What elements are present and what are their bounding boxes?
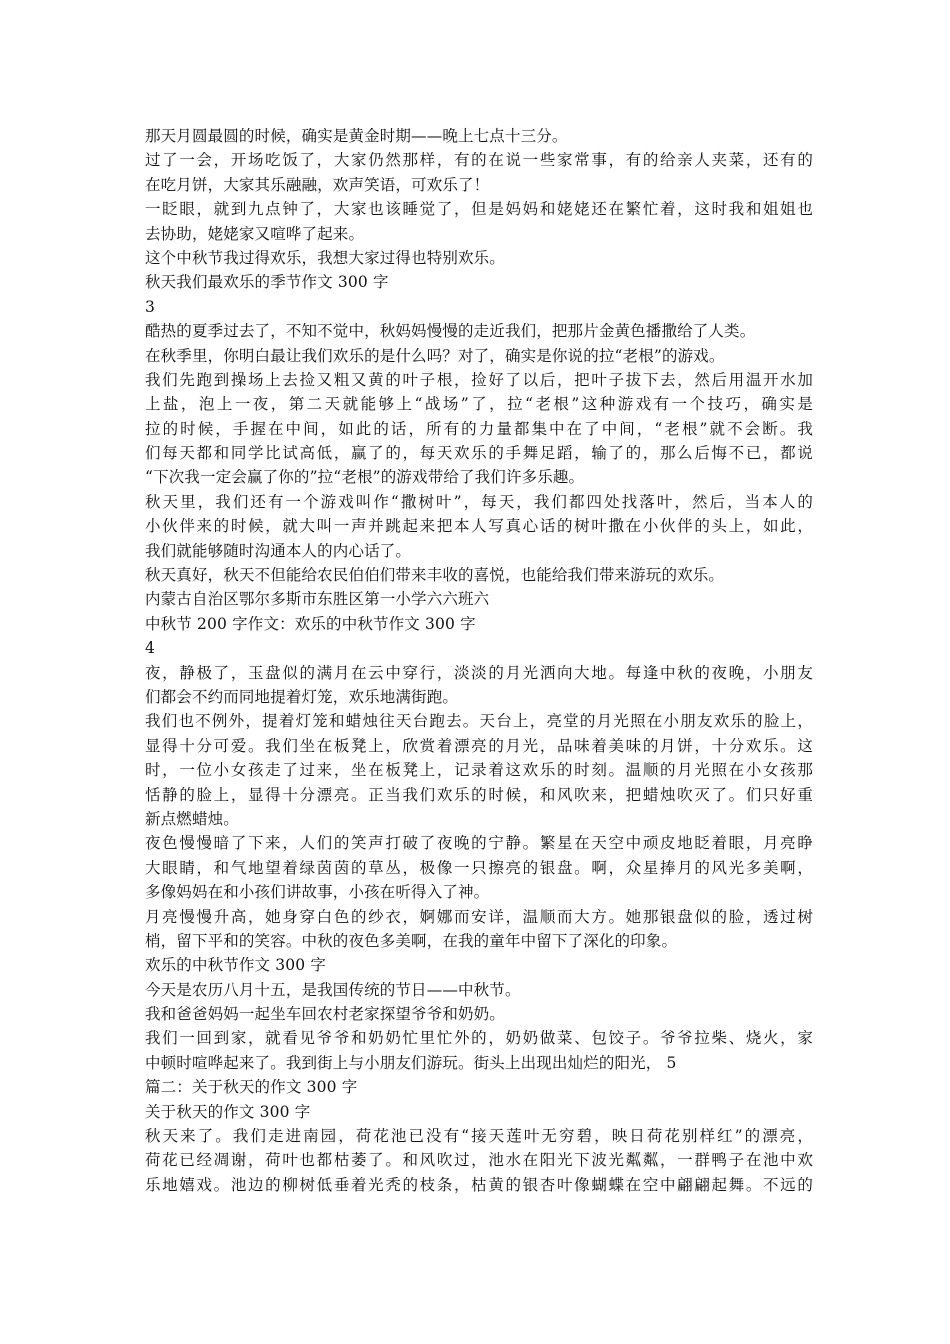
text-line: 中顿时喧哗起来了。我到街上与小朋友们游玩。街头上出现出灿烂的阳光， 5	[145, 1053, 677, 1072]
text-line: 内蒙古自治区鄂尔多斯市东胜区第一小学六六班六	[145, 590, 490, 609]
text-line: 我们也不例外，提着灯笼和蜡烛往天台跑去。天台上，亮堂的月光照在小朋友欢乐的脸上，	[145, 712, 813, 731]
text-line: 夜色慢慢暗了下来，人们的笑声打破了夜晚的宁静。繁星在天空中顽皮地眨着眼，月亮睁	[145, 834, 813, 853]
text-line: 我们先跑到操场上去捡又粗又黄的叶子根，捡好了以后，把叶子拔下去，然后用温开水加	[145, 370, 813, 389]
text-line: 这个中秋节我过得欢乐，我想大家过得也特别欢乐。	[145, 248, 505, 267]
text-line: 我们就能够随时沟通本人的内心话了。	[145, 541, 412, 560]
text-line: 大眼睛，和气地望着绿茵茵的草丛，极像一只擦亮的银盘。啊，众星捧月的风光多美啊，	[145, 858, 813, 877]
text-line: 新点燃蜡烛。	[145, 809, 239, 828]
text-line: “下次我一定会赢了你的”拉“老根”的游戏带给了我们许多乐趣。	[145, 468, 585, 487]
text-line: 一眨眼，就到九点钟了，大家也该睡觉了，但是妈妈和姥姥还在繁忙着，这时我和姐姐也	[145, 200, 813, 219]
text-line: 3	[145, 297, 156, 316]
document-page	[145, 124, 813, 1197]
text-line: 梢，留下平和的笑容。中秋的夜色多美啊，在我的童年中留下了深化的印象。	[145, 931, 678, 950]
text-line: 上盐，泡上一夜，第二天就能够上“战场”了，拉“老根”这种游戏有一个技巧，确实是	[145, 395, 813, 414]
text-line: 那天月圆最圆的时候，确实是黄金时期——晚上七点十三分。	[145, 127, 568, 145]
text-line: 秋天我们最欢乐的季节作文 300 字	[145, 273, 389, 292]
text-line: 多像妈妈在和小孩们讲故事，小孩在听得入了神。	[145, 883, 490, 902]
text-line: 恬静的脸上，显得十分漂亮。正当我们欢乐的时候，和风吹来，把蜡烛吹灭了。们只好重	[145, 785, 813, 804]
text-line: 去协助，姥姥家又喧哗了起来。	[145, 224, 365, 243]
text-line: 秋天真好，秋天不但能给农民伯伯们带来丰收的喜悦，也能给我们带来游玩的欢乐。	[145, 566, 725, 585]
text-line: 篇二：关于秋天的作文 300 字	[145, 1078, 358, 1097]
text-line: 小伙伴来的时候，就大叫一声并跳起来把本人写真心话的树叶撒在小伙伴的头上，如此，	[145, 517, 813, 536]
text-line: 欢乐的中秋节作文 300 字	[145, 956, 327, 975]
text-line: 秋天来了。我们走进南园，荷花池已没有“接天莲叶无穷碧，映日荷花别样红”的漂亮，	[145, 1127, 813, 1146]
text-line: 我和爸爸妈妈一起坐车回农村老家探望爷爷和奶奶。	[145, 1005, 505, 1024]
text-line: 夜，静极了，玉盘似的满月在云中穿行，淡淡的月光洒向大地。每逢中秋的夜晚，小朋友	[145, 663, 813, 682]
text-line: 乐地嬉戏。池边的柳树低垂着光秃的枝条，枯黄的银杏叶像蝴蝶在空中翩翩起舞。不远的	[145, 1175, 813, 1194]
text-line: 们每天都和同学比试高低，赢了的，每天欢乐的手舞足蹈，输了的，那么后悔不已，都说	[145, 444, 813, 463]
text-line: 我们一回到家，就看见爷爷和奶奶忙里忙外的，奶奶做菜、包饺子。爷爷拉柴、烧火，家	[145, 1029, 813, 1048]
text-line: 拉的时候，手握在中间，如此的话，所有的力量都集中在了中间，“老根”就不会断。我	[145, 419, 813, 438]
text-line: 在吃月饼，大家其乐融融，欢声笑语，可欢乐了！	[145, 175, 490, 194]
text-line: 酷热的夏季过去了，不知不觉中，秋妈妈慢慢的走近我们，把那片金黄色播撒给了人类。	[145, 322, 756, 341]
text-line: 显得十分可爱。我们坐在板凳上，欣赏着漂亮的月光，品味着美味的月饼，十分欢乐。这	[145, 736, 813, 755]
text-line: 荷花已经凋谢，荷叶也都枯萎了。和风吹过，池水在阳光下波光粼粼，一群鸭子在池中欢	[145, 1151, 813, 1170]
text-line: 中秋节 200 字作文：欢乐的中秋节作文 300 字	[145, 614, 476, 633]
text-line: 时，一位小女孩走了过来，坐在板凳上，记录着这欢乐的时刻。温顺的月光照在小女孩那	[145, 761, 813, 780]
text-line: 关于秋天的作文 300 字	[145, 1102, 311, 1121]
text-line: 在秋季里，你明白最让我们欢乐的是什么吗？对了，确实是你说的拉“老根”的游戏。	[145, 346, 725, 365]
text-line: 4	[145, 639, 156, 658]
text-line: 月亮慢慢升高，她身穿白色的纱衣，婀娜而安详，温顺而大方。她那银盘似的脸，透过树	[145, 907, 813, 926]
text-line: 们都会不约而同地提着灯笼，欢乐地满街跑。	[145, 687, 459, 706]
text-line: 今天是农历八月十五，是我国传统的节日——中秋节。	[145, 980, 521, 999]
text-line: 过了一会，开场吃饭了，大家仍然那样，有的在说一些家常事，有的给亲人夹菜，还有的	[145, 151, 813, 170]
text-line: 秋天里，我们还有一个游戏叫作“撒树叶”，每天，我们都四处找落叶，然后，当本人的	[145, 492, 813, 511]
